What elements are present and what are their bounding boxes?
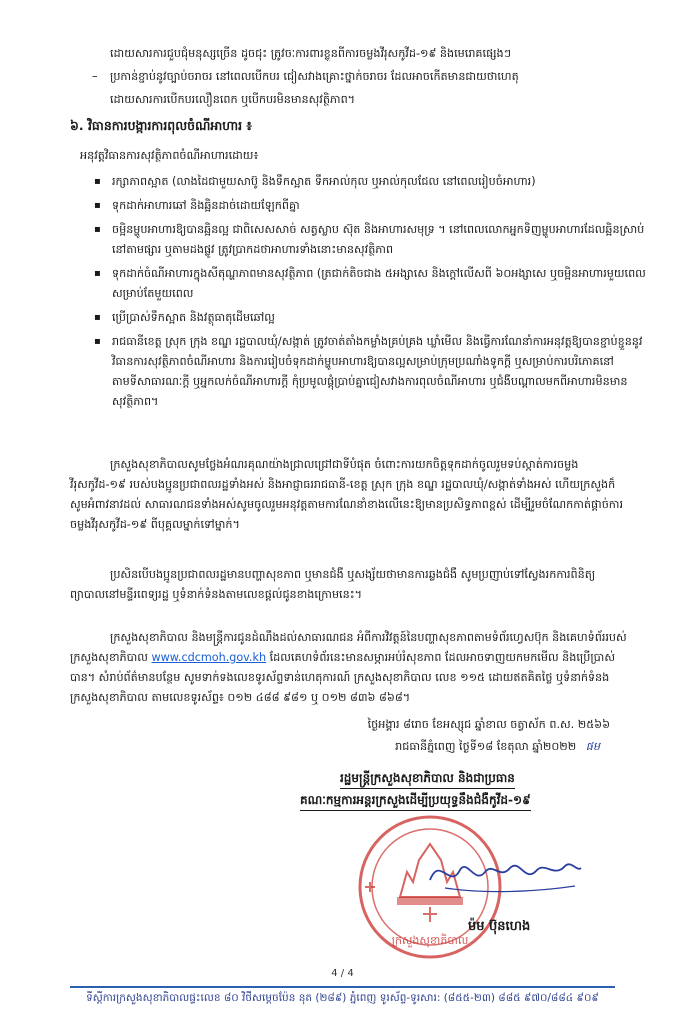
section-6-heading: ៦. វិធានការបង្ការការពុលចំណីអាហារ ៖ [70, 118, 252, 133]
contact-text-after-link: ដែលគេហទំព័រនេះមានសម្ភារអប់រំសុខភាព ដែលអាចទាញយកមកមើល និងប្រើប្រាស់បាន។ សំរាប់ព័ត៌មានបន្ថែម សូមទាក់ទងលេខទូរស័ព្ទទាន់ហេតុការណ៍ ក្រសួងសុខាភិបាល លេខ ១១៥ ដោយឥតគិតថ្លៃ ឬទំនាក់ទំនងក្រសួងសុខាភិបាល តាមលេខទូរស័ព្ទ៖ ០១២ ៤៨៨ ៩៨១ ឬ ០១២ ៨៣៦ ៨៦៨។ [70, 651, 615, 704]
handwritten-initial: ផម [585, 740, 600, 753]
signatory-title-2: គណៈកម្មការអន្តរក្រសួងដើម្បីប្រយុទ្ធនឹងជំងឺកូវីដ-១៩ [300, 792, 531, 811]
solar-date-text: រាជធានីភ្នំពេញ ថ្ងៃទី១៨ ខែតុលា ឆ្នាំ២០២២ [395, 740, 577, 753]
section-6-lead: អនុវត្តវិធានការសុវត្ថិភាពចំណីអាហារដោយ៖ [80, 149, 259, 162]
solar-date [395, 740, 600, 756]
signatory-title-1: រដ្ឋមន្ត្រីក្រសួងសុខាភិបាល និងជាប្រធាន [340, 770, 515, 789]
intro-dash: – [92, 70, 98, 83]
intro-line-2: ប្រកាន់ខ្ជាប់នូវច្បាប់ចរាចរ នៅពេលបើកបរ ជៀសវាងគ្រោះថ្នាក់ចរាចរ ដែលអាចកើតមានជាយថាហេតុ [110, 70, 519, 83]
list-item: ▪ ទុកដាក់ចំណីអាហារក្នុងសីតុណ្ហភាពមានសុវត្ថិភាព (ត្រជាក់តិចជាង ៥អង្សាសេ និងក្តៅលើសពី ៦០អង្សាសេ ឬចម្អិនអាហារមួយពេលសម្រាប់តែមួយពេល [92, 264, 652, 304]
lunar-date: ថ្ងៃអង្គារ ៨រោច ខែអស្សុជ ឆ្នាំខាល ចត្វាស័ក ព.ស. ២៥៦៦ [367, 718, 610, 731]
contact-text-before-link: ក្រសួងសុខាភិបាល និងមន្ត្រីការជូនដំណឹងដល់សាធារណជន អំពីការវិវត្តន៍នៃបញ្ហាសុខភាពតាមទំព័រហ្វេសប៊ុក និងគេហទំព័ររបស់ក្រសួងសុខាភិបាល [70, 631, 627, 664]
list-item: ▪ រក្សាភាពស្អាត (លាងដៃជាមួយសាប៊ូ និងទឹកស្អាត ទឹកអាល់កុល ឬអាល់កុលជែល នៅពេលរៀបចំអាហារ) [92, 172, 652, 192]
paragraph-health-advice: ប្រសិនបើបងប្អូនប្រជាពលរដ្ឋមានបញ្ហាសុខភាព ឬមានជំងឺ ឬសង្ស័យថាមានការឆ្លងជំងឺ សូមប្រញាប់ទៅស្វែងរកការពិនិត្យព្យាបាលនៅមន្ទីរពេទ្យរដ្ឋ ឬទំនាក់ទំនងតាមលេខផ្តល់ជូនខាងក្រោមនេះ។ [70, 568, 596, 601]
footer-rule [70, 986, 615, 988]
signatory-name: ម៉ម ប៊ុនហេង [468, 919, 531, 934]
list-item: ▪ ប្រើប្រាស់ទឹកស្អាត និងវត្ថុធាតុដើមឆៅល្អ [92, 308, 652, 328]
website-link[interactable]: www.cdcmoh.gov.kh [151, 651, 267, 664]
list-item: ▪ រាជធានីខេត្ត ស្រុក ក្រុង ខណ្ឌ រដ្ឋបាលឃុំ/សង្កាត់ ត្រូវចាត់តាំងកម្លាំងគ្រប់គ្រង ឃ្លាំមើល និងធ្វើការណែនាំការអនុវត្តឱ្យបានខ្ជាប់ខ្ជួននូវវិធានការសុវត្ថិភាពចំណីអាហារ និងការរៀបចំទុកដាក់ម្ហូបអាហារឱ្យបានល្អសម្រាប់ក្រុមប្រណាំងទូកក្តី ឬសម្រាប់ការបរិភោគនៅតាមទីសាធារណៈក្តី ឬអ្នកលក់ចំណីអាហារក្តី កុំប្រមូលផ្តុំប្រាប់គ្នាជៀសវាងការពុលចំណីអាហារ ឬជំងឺបណ្ដាលមកពីអាហារមិនមានសុវត្ថិភាព។ [92, 332, 652, 412]
intro-line-3: ដោយសារការបើកបរលឿនពេក ឬបើកបរមិនមានសុវត្ថិភាព។ [110, 93, 356, 106]
paragraph-thanks: ក្រសួងសុខាភិបាលសូមថ្លែងអំណរគុណយ៉ាងជ្រាលជ្រៅជាទីបំផុត ចំពោះការយកចិត្តទុកដាក់ចូលរួមទប់ស្កាត់ការចម្លងវីរុសកូវីដ-១៩ របស់បងប្អូនប្រជាពលរដ្ឋទាំងអស់ និងអាជ្ញាធររាជធានី-ខេត្ត ស្រុក ក្រុង ខណ្ឌ រដ្ឋបាលឃុំ/សង្កាត់ទាំងអស់ ហើយក្រសួងក៏សូមអំពាវនាវដល់ សាធារណជនទាំងអស់សូមចូលរួមអនុវត្តតាមការណែនាំខាងលើនេះឱ្យមានប្រសិទ្ធភាពខ្ពស់ ដើម្បីរួមចំណែកកាត់ផ្តាច់ការចម្លងវីរុសកូវីដ-១៩ ពីបុគ្គលម្នាក់ទៅម្នាក់។ [70, 458, 623, 531]
intro-line-1: ដោយសារការជួបជុំមនុស្សច្រើន ដូចជុះ ត្រូវចៈការពារខ្លួនពីការចម្លងវីរុសកូវីដ-១៩ និងមេរោគផ្សេងៗ [110, 47, 511, 60]
page-number: 4 / 4 [331, 968, 354, 979]
list-item: ▪ ចម្អិនម្ហូបអាហារឱ្យបានឆ្អិនល្អ ជាពិសេសសាច់ សត្វស្លាប ស៊ុត និងអាហារសមុទ្រ ។ នៅពេលលោកអ្នកទិញម្ហូបអាហារដែលឆ្អិនស្រាប់ នៅតាមផ្សារ ឬតាមដងផ្លូវ ត្រូវប្រាកដថាអាហារទាំងនោះមានសុវត្ថិភាព [92, 220, 652, 260]
seal-text: ក្រសួងសុខាភិបាល [391, 934, 469, 947]
signature-text: Mam Bunheng [425, 850, 433, 851]
footer-address: ទីស្ដីការក្រសួងសុខាភិបាលផ្ទះលេខ ៨០ វិថីសម្ដេចប៉ែន នុត (២៨៩) ភ្នំពេញ ទូរស័ព្ទ-ទូរសារ: (៨៥៥-២៣) ៨៨៥ ៩៧០/៨៨៤ ៩០៩ [86, 992, 599, 1004]
handwritten-signature [425, 850, 585, 900]
food-safety-list [92, 172, 652, 416]
paragraph-contact-info [70, 628, 630, 708]
list-item: ▪ ទុកដាក់អាហារឆៅ និងឆ្អិនដាច់ដោយឡែកពីគ្នា [92, 196, 652, 216]
